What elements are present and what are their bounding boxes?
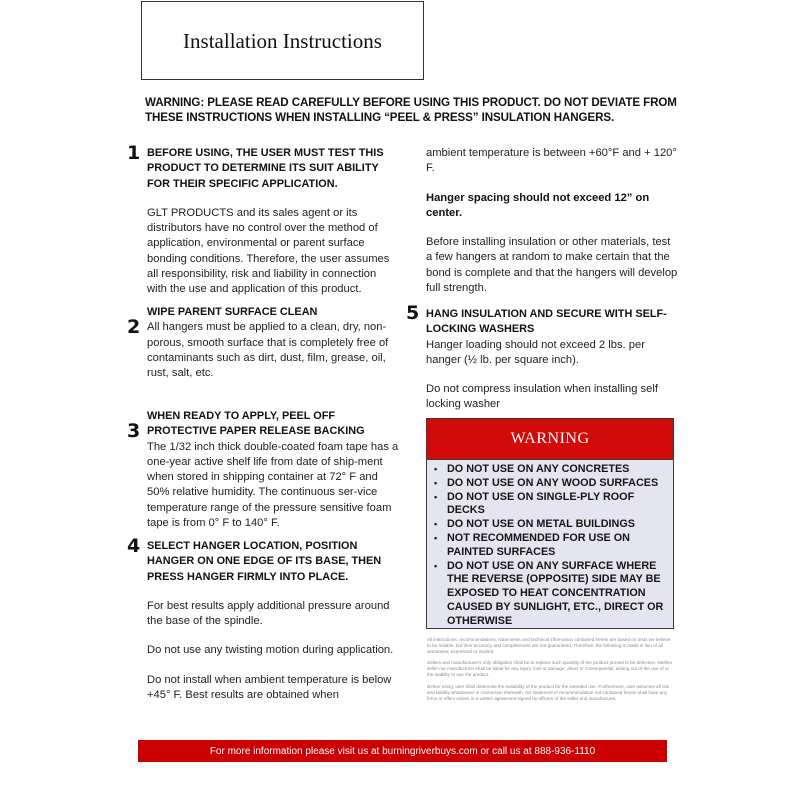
step-paragraph: For best results apply additional pressure around the base of the spindle.: [147, 599, 390, 628]
step-4-continued: [426, 146, 678, 296]
disclaimer-paragraph: All instructions, recommendations, statements and technical information contained herein are based on tests we believe to be reliable, but their accuracy and completeness are not guaranteed. Therefore, the following is made in lieu of all warranties, expressed or implied.: [427, 637, 671, 655]
warning-item: • DO NOT USE ON ANY CONCRETES: [433, 463, 667, 477]
warning-box-header: [427, 419, 673, 460]
page-title: Installation Instructions: [183, 29, 382, 53]
step-paragraph: Hanger loading should not exceed 2 lbs. per hanger (½ lb. per square inch).: [426, 338, 645, 366]
step-heading: WHEN READY TO APPLY, PEEL OFF PROTECTIVE PAPER RELEASE BACKING: [147, 410, 365, 438]
step-number: 2: [127, 316, 141, 338]
step-heading: WIPE PARENT SURFACE CLEAN: [147, 306, 318, 318]
step-number: 5: [406, 302, 420, 324]
step-4: [127, 535, 399, 703]
disclaimer-paragraph: Before using, user shall determine the suitability of the product for the intended use. Furthermore, user assumes all risk and liability whatsoever in connection therewith. No statement or recommendation not contained herein shall have any force or effect unless in a written agreement signed by officers of the seller and manufacturer.: [427, 683, 670, 701]
step-number: 4: [127, 535, 141, 557]
warning-list: [427, 460, 673, 629]
disclaimer: [427, 637, 675, 707]
step-paragraph: GLT PRODUCTS and its sales agent or its distributors have no control over the method of application, environmental or parent surface bonding conditions. Therefore, the user assumes all responsibility, risk and liability in connection with the use and application of this product.: [147, 206, 390, 296]
warning-item: • DO NOT USE ON SINGLE-PLY ROOF DECKS: [433, 491, 667, 519]
warning-item: • NOT RECOMMENDED FOR USE ON PAINTED SURFACES: [433, 532, 667, 560]
warning-box-title: WARNING: [510, 430, 590, 447]
step-number: 1: [127, 142, 141, 164]
step-paragraph: Do not use any twisting motion during application.: [147, 644, 394, 657]
step-paragraph: ambient temperature is between +60°F and + 120° F.: [426, 147, 677, 175]
footer-text: For more information please visit us at burningriverbuys.com or call us at 888-936-1110: [209, 745, 596, 757]
step-paragraph: All hangers must be applied to a clean, dry, non-porous, smooth surface that is completely free of contaminants such as dirt, dust, film, grease, oil, rust, salt, etc.: [147, 321, 389, 380]
step-3: [127, 409, 399, 531]
title-box: [141, 1, 424, 80]
step-heading: SELECT HANGER LOCATION, POSITION HANGER ON ONE EDGE OF ITS BASE, THEN PRESS HANGER FIRMLY INTO PLACE.: [147, 540, 382, 583]
step-number: 3: [127, 420, 141, 442]
step-paragraph: Do not install when ambient temperature is below +45° F. Best results are obtained when: [147, 673, 392, 702]
footer-banner: [138, 740, 667, 762]
step-paragraph: Before installing insulation or other materials, test a few hangers at random to make certain that the bond is complete and that the hangers will develop full strength.: [426, 236, 678, 295]
warning-item: • DO NOT USE ON ANY WOOD SURFACES: [433, 477, 667, 491]
spacing-note: Hanger spacing should not exceed 12” on center.: [426, 191, 650, 219]
step-2: [127, 305, 399, 381]
step-1: [127, 142, 399, 298]
step-paragraph: The 1/32 inch thick double-coated foam tape has a one-year active shelf life from date of ship-ment when stored in shipping container at 72° F and 50% relative humidity. The continuous ser-vice temperature range of the pressure sensitive foam tape is from 0° F to 140° F.: [147, 440, 399, 530]
warning-item: • DO NOT USE ON METAL BUILDINGS: [433, 518, 667, 532]
step-heading: HANG INSULATION AND SECURE WITH SELF-LOCKING WASHERS: [426, 308, 667, 336]
disclaimer-paragraph: Sellers and manufacturer's only obligation shall be to replace such quantity of the product proved to be defective. Neither seller nor manufacturer shall be liable for any injury, loss or damage, direct or consequential, arising out of the use of or the inability to use the product.: [427, 660, 673, 678]
warning-item: • DO NOT USE ON ANY SURFACE WHERE THE REVERSE (OPPOSITE) SIDE MAY BE EXPOSED TO HEAT CONCENTRATION CAUSED BY SUNLIGHT, ETC., DIRECT OR OTHERWISE: [433, 560, 667, 629]
warning-box: [426, 418, 674, 629]
step-heading: BEFORE USING, THE USER MUST TEST THIS PRODUCT TO DETERMINE ITS SUIT ABILITY FOR THEIR SPECIFIC APPLICATION.: [147, 147, 384, 190]
step-5: [406, 302, 678, 413]
step-paragraph: Do not compress insulation when installing self locking washer: [426, 383, 658, 411]
top-warning: WARNING: PLEASE READ CAREFULLY BEFORE USING THIS PRODUCT. DO NOT DEVIATE FROM THESE INSTRUCTIONS WHEN INSTALLING “PEEL & PRESS” INSULATION HANGERS.: [145, 96, 677, 124]
